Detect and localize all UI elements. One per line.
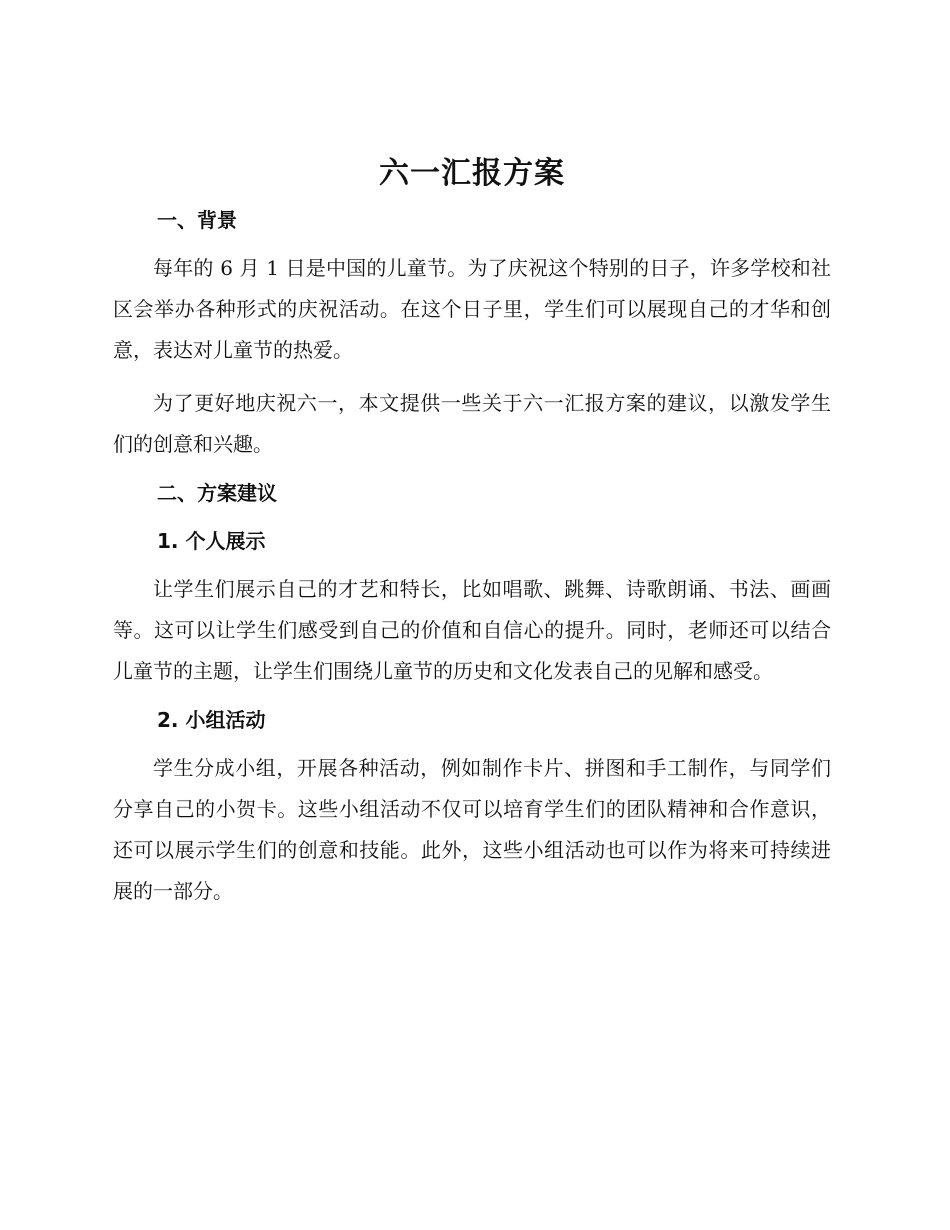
subsection-heading-personal-show: 1. 个人展示 <box>157 529 266 553</box>
document-title: 六一汇报方案 <box>379 156 565 191</box>
spacer <box>113 692 831 700</box>
document-body <box>113 148 831 912</box>
spacer <box>113 465 831 473</box>
section-heading-proposals: 二、方案建议 <box>157 481 277 505</box>
paragraph: 为了更好地庆祝六一，本文提供一些关于六一汇报方案的建议，以激发学生们的创意和兴趣。 <box>113 391 831 456</box>
spacer <box>113 240 831 248</box>
spacer <box>113 513 831 521</box>
spacer <box>113 561 831 569</box>
paragraph: 每年的 6 月 1 日是中国的儿童节。为了庆祝这个特别的日子，许多学校和社区会举办各种形式的庆祝活动。在这个日子里，学生们可以展现自己的才华和创意，表达对儿童节的热爱。 <box>113 256 831 362</box>
paragraph: 让学生们展示自己的才艺和特长，比如唱歌、跳舞、诗歌朗诵、书法、画画等。这可以让学生们感受到自己的价值和自信心的提升。同时，老师还可以结合儿童节的主题，让学生们围绕儿童节的历史和文化发表自己的见解和感受。 <box>113 577 831 683</box>
paragraph: 学生分成小组，开展各种活动，例如制作卡片、拼图和手工制作，与同学们分享自己的小贺卡。这些小组活动不仅可以培育学生们的团队精神和合作意识，还可以展示学生们的创意和技能。此外，这些小组活动也可以作为将来可持续进展的一部分。 <box>113 756 831 903</box>
subsection-heading-group-activity: 2. 小组活动 <box>157 708 266 732</box>
spacer <box>113 371 831 383</box>
section-heading-background: 一、背景 <box>157 208 237 232</box>
spacer <box>113 740 831 748</box>
